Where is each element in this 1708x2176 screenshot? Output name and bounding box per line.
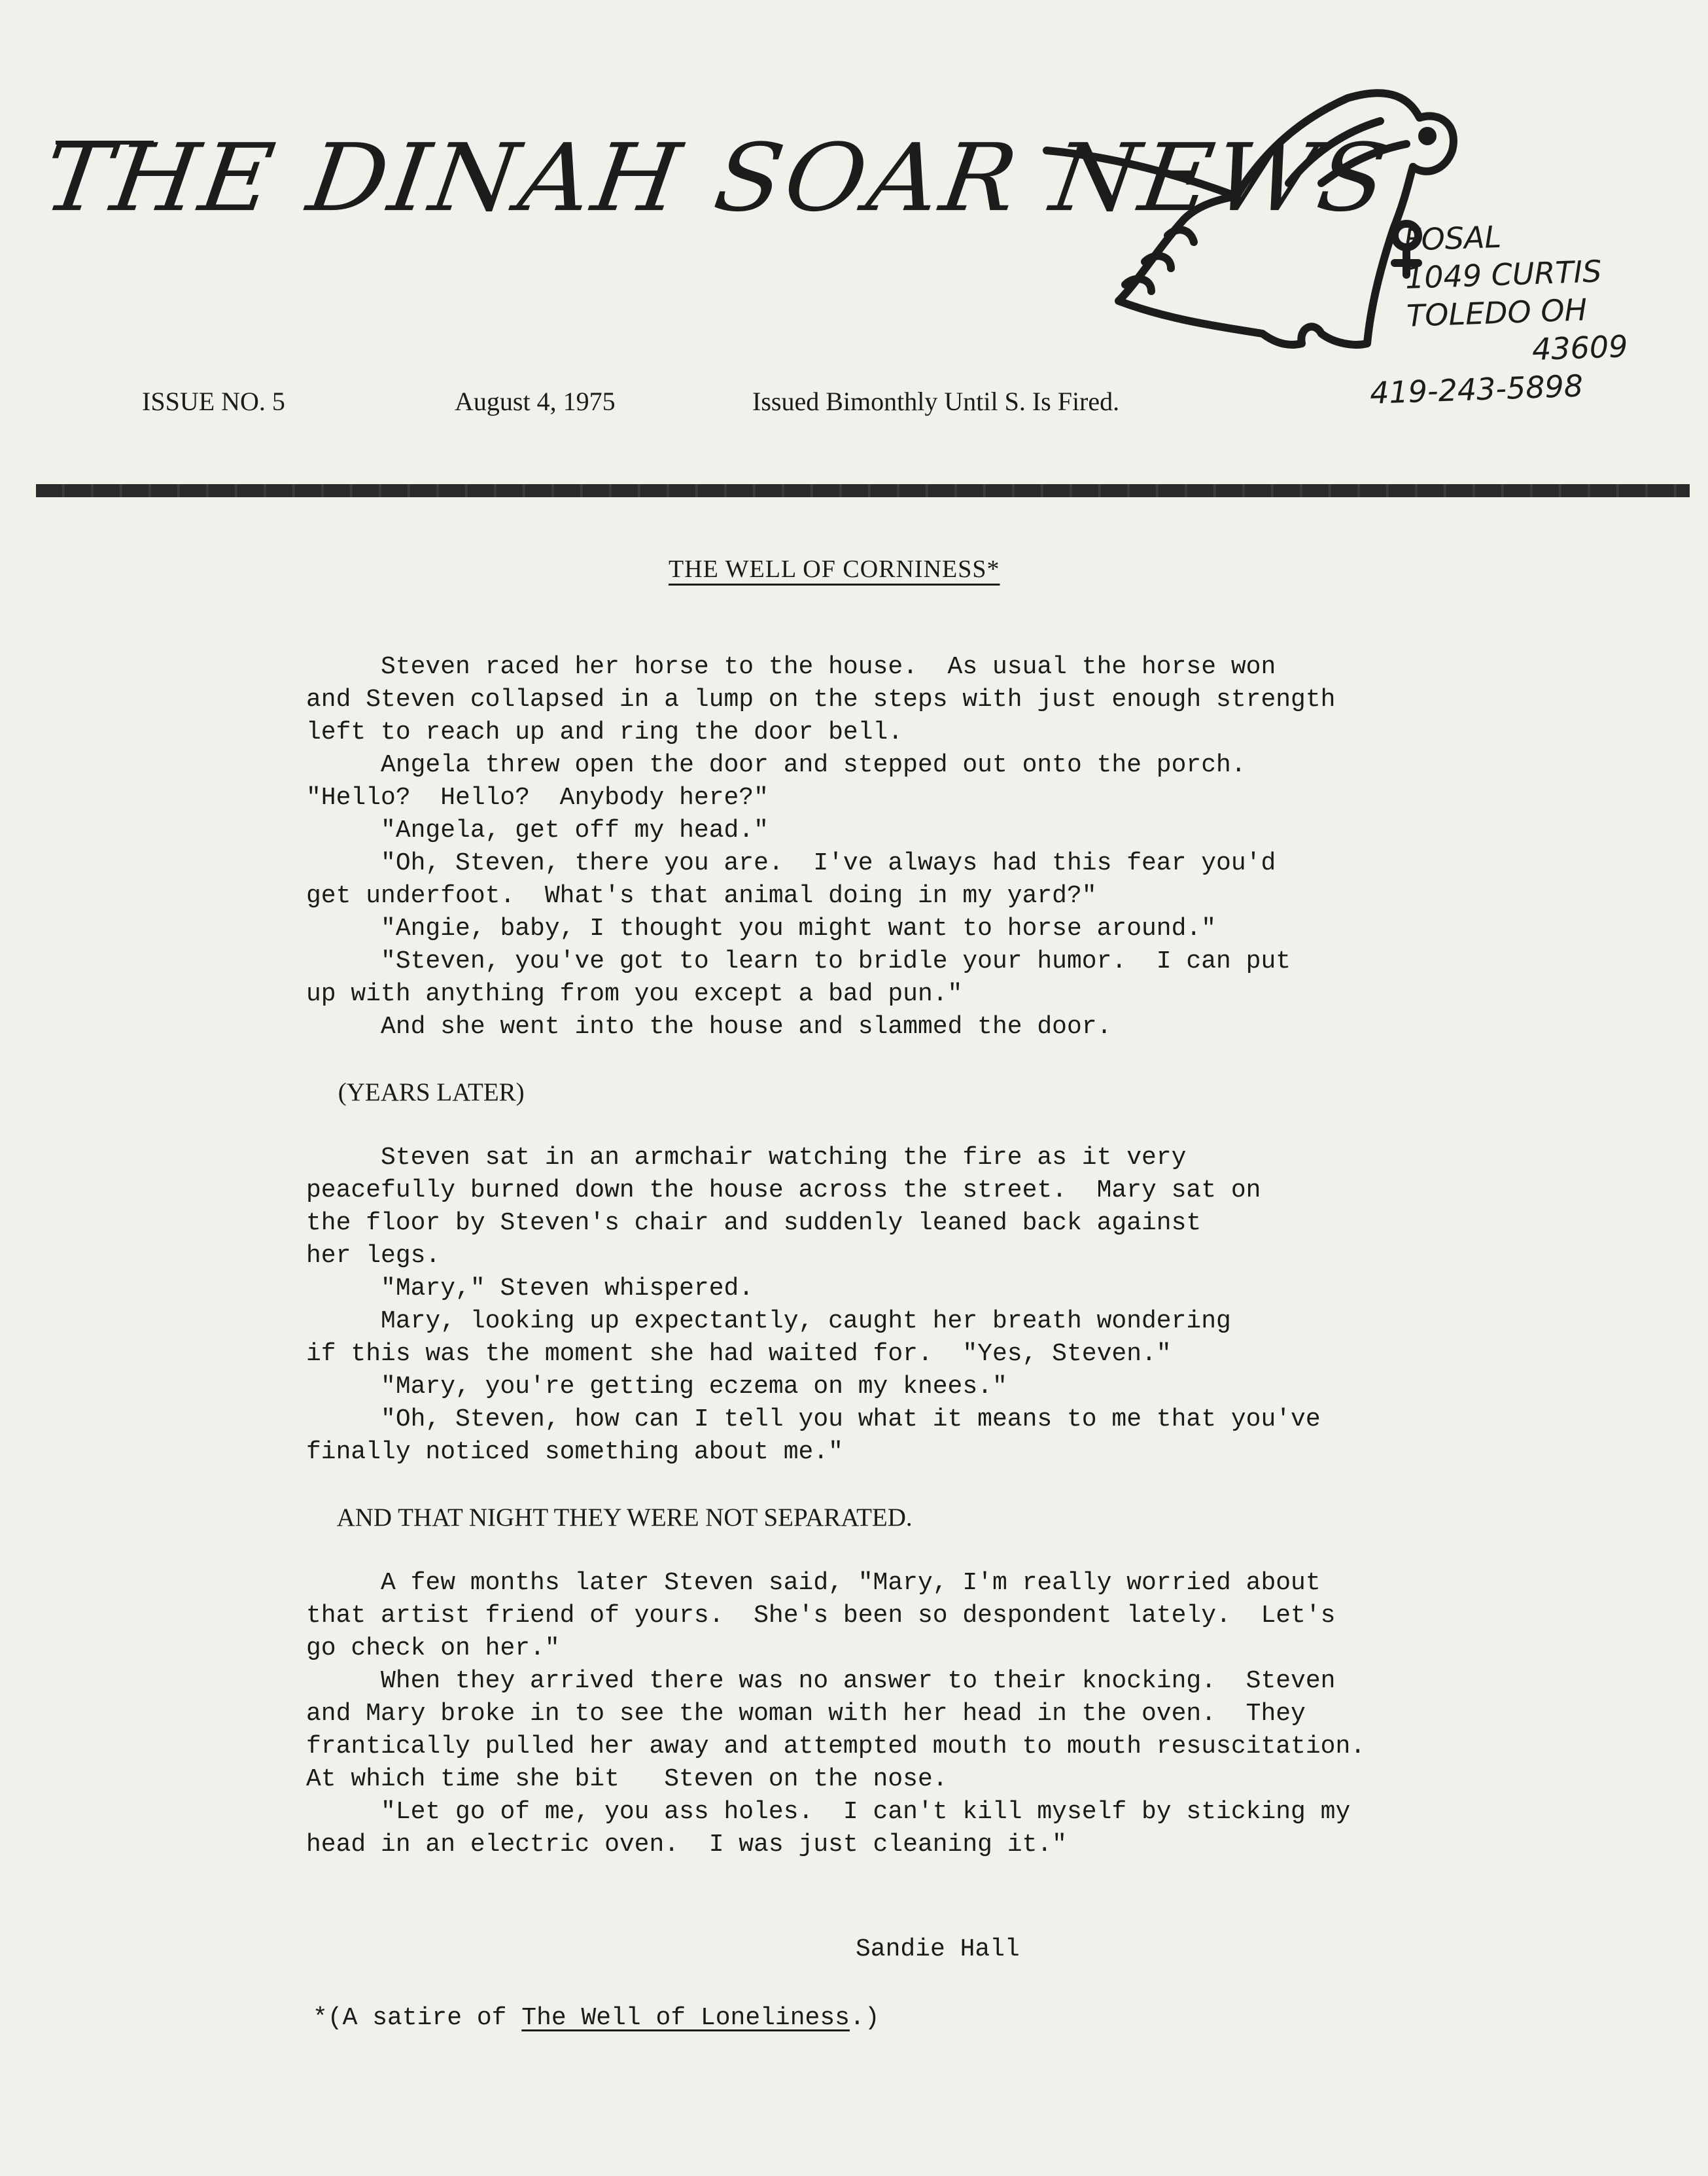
footnote-book-title: The Well of Loneliness [521,2004,850,2032]
footnote-suffix: .) [849,2004,880,2032]
story-author: Sandie Hall [856,1935,1020,1963]
masthead-rule [36,484,1690,497]
footnote-prefix: *(A satire of [313,2004,522,2032]
story-line: "Let go of me, you ass holes. I can't kill myself by sticking my [306,1798,1351,1826]
story-line: get underfoot. What's that animal doing in my yard?" [306,882,1097,910]
story-line: her legs. [306,1242,441,1270]
story-line: (YEARS LATER) [306,1078,525,1106]
story-line: "Angie, baby, I thought you might want to horse around." [306,915,1217,943]
masthead-title: THE DINAH SOAR NEWS [37,124,1396,233]
story-line: "Hello? Hello? Anybody here?" [306,784,769,812]
story-line: frantically pulled her away and attempted mouth to mouth resuscitation. [306,1732,1366,1761]
story-line: Angela threw open the door and stepped out onto the porch. [306,751,1246,779]
issue-frequency: Issued Bimonthly Until S. Is Fired. [752,387,1120,416]
story-line: left to reach up and ring the door bell. [306,718,903,746]
story-line: Mary, looking up expectantly, caught her breath wondering [306,1307,1231,1335]
story-line: and Steven collapsed in a lump on the steps with just enough strength [306,686,1336,714]
story-line: head in an electric oven. I was just cleaning it." [306,1831,1067,1859]
story-line: "Steven, you've got to learn to bridle your humor. I can put [306,947,1291,975]
story-line: finally noticed something about me." [306,1438,843,1466]
story-line: "Mary, you're getting eczema on my knees." [306,1373,1007,1401]
issue-date: August 4, 1975 [455,387,616,416]
story-body [306,651,1549,1861]
story-line: "Angela, get off my head." [306,816,769,845]
story-line: A few months later Steven said, "Mary, I'm really worried about [306,1569,1321,1597]
story-gap [306,1109,1549,1142]
story-line: if this was the moment she had waited for. "Yes, Steven." [306,1340,1172,1368]
story-line: and Mary broke in to see the woman with her head in the oven. They [306,1700,1306,1728]
story-line: that artist friend of yours. She's been so despondent lately. Let's [306,1602,1336,1630]
story-line: When they arrived there was no answer to their knocking. Steven [306,1667,1336,1695]
story-gap [306,1534,1549,1567]
story-gap [306,1469,1549,1501]
story-gap [306,1044,1549,1076]
address-street: 1049 CURTIS [1404,253,1603,296]
address-block [1369,211,1704,411]
story-title: THE WELL OF CORNINESS* [669,555,1000,583]
address-city: TOLEDO OH [1406,292,1588,334]
issue-number: ISSUE NO. 5 [142,387,285,416]
story-line: "Oh, Steven, there you are. I've always had this fear you'd [306,849,1276,877]
story-line: AND THAT NIGHT THEY WERE NOT SEPARATED. [306,1503,913,1532]
story-line: go check on her." [306,1634,560,1662]
story-line: peacefully burned down the house across the street. Mary sat on [306,1176,1261,1204]
story-line: "Oh, Steven, how can I tell you what it means to me that you've [306,1405,1321,1433]
story-line: And she went into the house and slammed the door. [306,1013,1112,1041]
story-line: "Mary," Steven whispered. [306,1274,754,1303]
story-line: Steven raced her horse to the house. As usual the horse won [306,653,1276,681]
address-zip: 43609 [1531,328,1629,368]
story-line: the floor by Steven's chair and suddenly leaned back against [306,1209,1202,1237]
story-line: At which time she bit Steven on the nose. [306,1765,948,1793]
story-line: Steven sat in an armchair watching the fire as it very [306,1144,1187,1172]
address-org: FOSAL [1403,219,1502,258]
footnote [313,2004,880,2032]
story-line: up with anything from you except a bad pun." [306,980,963,1008]
address-phone: 419-243-5898 [1369,368,1584,411]
